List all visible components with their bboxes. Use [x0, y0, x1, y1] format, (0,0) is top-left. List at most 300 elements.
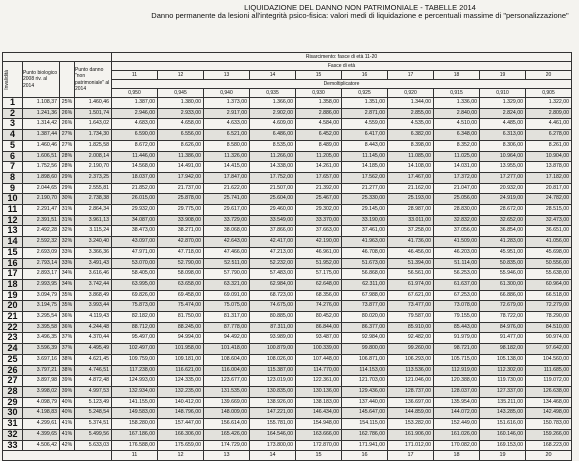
value-cell: 11.446,00 [112, 151, 158, 162]
value-cell: 17.657,00 [296, 172, 342, 183]
value-cell: 33.011,00 [388, 215, 434, 226]
value-cell: 6.313,00 [480, 130, 526, 141]
value-cell: 28.515,00 [526, 205, 572, 216]
invalidity-cell: 8 [3, 172, 23, 183]
value-cell: 80.452,00 [296, 312, 342, 323]
punto-danno-cell: 2.190,70 [75, 162, 112, 173]
value-cell: 87.778,00 [204, 322, 250, 333]
value-cell: 156.614,00 [204, 419, 250, 430]
value-cell: 119.730,00 [480, 376, 526, 387]
table-row [3, 140, 572, 151]
punto-biologico-cell: 3.596,39 [23, 344, 60, 355]
value-cell: 175.659,00 [158, 440, 204, 451]
value-cell: 79.155,00 [434, 312, 480, 323]
invalidity-cell: 15 [3, 247, 23, 258]
table-row [3, 322, 572, 333]
value-cell: 41.509,00 [434, 237, 480, 248]
value-cell: 29.775,00 [158, 205, 204, 216]
value-cell: 14.108,00 [388, 162, 434, 173]
percent-cell: 26% [60, 108, 75, 119]
value-cell: 85.910,00 [388, 322, 434, 333]
percent-cell: 37% [60, 333, 75, 344]
value-cell: 60.964,00 [526, 279, 572, 290]
value-cell: 63.658,00 [158, 279, 204, 290]
percent-cell: 36% [60, 322, 75, 333]
value-cell: 1.366,00 [250, 98, 296, 109]
value-cell: 25.878,00 [158, 194, 204, 205]
value-cell: 38.271,00 [158, 226, 204, 237]
value-cell: 111.685,00 [526, 365, 572, 376]
value-cell: 17.752,00 [250, 172, 296, 183]
value-cell: 162.786,00 [342, 429, 388, 440]
value-cell: 14.491,00 [158, 162, 204, 173]
value-cell: 2.933,00 [158, 108, 204, 119]
value-cell: 50.556,00 [526, 258, 572, 269]
value-cell: 101.418,00 [204, 344, 250, 355]
value-cell: 52.232,00 [250, 258, 296, 269]
percent-cell: 41% [60, 419, 75, 430]
value-cell: 73.078,00 [434, 301, 480, 312]
table-row [3, 162, 572, 173]
value-cell: 13.955,00 [480, 162, 526, 173]
value-cell: 42.190,00 [296, 237, 342, 248]
table-row [3, 301, 572, 312]
value-cell: 6.417,00 [342, 130, 388, 141]
value-cell: 104.560,00 [526, 354, 572, 365]
value-cell: 17.942,00 [158, 172, 204, 183]
value-cell: 11.205,00 [296, 151, 342, 162]
table-row [3, 205, 572, 216]
value-cell: 8.443,00 [342, 140, 388, 151]
value-cell: 21.737,00 [158, 183, 204, 194]
value-cell: 130.835,00 [250, 386, 296, 397]
value-cell: 66.518,00 [526, 290, 572, 301]
invalidity-cell: 17 [3, 269, 23, 280]
value-cell: 69.458,00 [158, 290, 204, 301]
value-cell: 93.487,00 [296, 333, 342, 344]
value-cell: 84.976,00 [480, 322, 526, 333]
value-cell: 1.329,00 [480, 98, 526, 109]
value-cell: 121.046,00 [388, 376, 434, 387]
table-row [3, 365, 572, 376]
value-cell: 166.306,00 [158, 429, 204, 440]
value-cell: 120.388,00 [434, 376, 480, 387]
value-cell: 33.370,00 [296, 215, 342, 226]
table-row [3, 354, 572, 365]
punto-danno-cell: 4.370,44 [75, 333, 112, 344]
value-cell: 140.412,00 [158, 397, 204, 408]
value-cell: 6.382,00 [388, 130, 434, 141]
value-cell: 98.721,00 [434, 344, 480, 355]
value-cell: 91.979,00 [434, 333, 480, 344]
value-cell: 129.436,00 [342, 386, 388, 397]
value-cell: 94.492,00 [204, 333, 250, 344]
value-cell: 117.238,00 [112, 365, 158, 376]
value-cell: 80.020,00 [342, 312, 388, 323]
value-cell: 123.019,00 [250, 376, 296, 387]
value-cell: 171.012,00 [388, 440, 434, 451]
table-row [3, 440, 572, 451]
value-cell: 20.932,00 [480, 183, 526, 194]
punto-biologico-cell: 3.295,54 [23, 312, 60, 323]
value-cell: 46.961,00 [296, 247, 342, 258]
value-cell: 37.663,00 [296, 226, 342, 237]
punto-biologico-cell: 1.460,46 [23, 140, 60, 151]
value-cell: 148.009,00 [204, 408, 250, 419]
value-cell: 8.580,00 [204, 140, 250, 151]
value-cell: 90.974,00 [526, 333, 572, 344]
punto-danno-cell: 3.240,40 [75, 237, 112, 248]
value-cell: 105.715,00 [434, 354, 480, 365]
value-cell: 72.279,00 [526, 301, 572, 312]
value-cell: 163.666,00 [296, 429, 342, 440]
punto-biologico-label: Punto biologico 2008 riv. al 2014 [23, 62, 60, 98]
punto-danno-cell: 1.825,58 [75, 140, 112, 151]
punto-biologico-cell: 1.606,51 [23, 151, 60, 162]
value-cell: 167.186,00 [112, 429, 158, 440]
value-cell: 145.647,00 [342, 408, 388, 419]
value-cell: 21.277,00 [342, 183, 388, 194]
punto-danno-cell: 5.123,49 [75, 397, 112, 408]
punto-biologico-cell: 2.793,14 [23, 258, 60, 269]
value-cell: 47.213,00 [250, 247, 296, 258]
punto-biologico-cell: 3.797,21 [23, 365, 60, 376]
value-cell: 25.604,00 [250, 194, 296, 205]
factor-cell: 0,940 [204, 89, 250, 98]
value-cell: 57.483,00 [250, 269, 296, 280]
invalidity-cell: 1 [3, 98, 23, 109]
value-cell: 8.672,00 [112, 140, 158, 151]
footer-age-cell: 19 [480, 451, 526, 461]
percent-cell: 32% [60, 237, 75, 248]
value-cell: 165.426,00 [204, 429, 250, 440]
value-cell: 1.336,00 [434, 98, 480, 109]
age-header: 20 [526, 71, 572, 80]
table-row [3, 344, 572, 355]
punto-biologico-cell: 3.395,58 [23, 322, 60, 333]
footer-age-cell: 11 [112, 451, 158, 461]
table-row [3, 237, 572, 248]
value-cell: 21.852,00 [112, 183, 158, 194]
punto-danno-cell: 5.633,03 [75, 440, 112, 451]
value-cell: 74.276,00 [296, 301, 342, 312]
percent-cell: 30% [60, 194, 75, 205]
percent-cell: 39% [60, 386, 75, 397]
value-cell: 33.549,00 [250, 215, 296, 226]
value-cell: 33.190,00 [342, 215, 388, 226]
footer-age-cell: 16 [342, 451, 388, 461]
value-cell: 6.278,00 [526, 130, 572, 141]
percent-cell: 32% [60, 226, 75, 237]
value-cell: 2.840,00 [434, 108, 480, 119]
age-header: 11 [112, 71, 158, 80]
value-cell: 17.372,00 [434, 172, 480, 183]
factor-cell: 0,905 [526, 89, 572, 98]
percent-cell: 25% [60, 98, 75, 109]
percent-cell: 38% [60, 354, 75, 365]
value-cell: 17.847,00 [204, 172, 250, 183]
invalidity-cell: 24 [3, 344, 23, 355]
value-cell: 161.906,00 [388, 429, 434, 440]
age-header: 16 [342, 71, 388, 80]
value-cell: 33.729,00 [204, 215, 250, 226]
value-cell: 4.609,00 [250, 119, 296, 130]
age-header: 17 [388, 71, 434, 80]
value-cell: 87.311,00 [250, 322, 296, 333]
punto-danno-cell: 1.460,46 [75, 98, 112, 109]
footer-age-cell: 18 [434, 451, 480, 461]
value-cell: 52.511,00 [204, 258, 250, 269]
invalidity-cell: 16 [3, 258, 23, 269]
value-cell: 144.859,00 [388, 408, 434, 419]
table-row [3, 429, 572, 440]
value-cell: 127.337,00 [480, 386, 526, 397]
value-cell: 124.993,00 [112, 376, 158, 387]
value-cell: 150.783,00 [526, 419, 572, 430]
value-cell: 98.182,00 [480, 344, 526, 355]
value-cell: 69.826,00 [112, 290, 158, 301]
punto-biologico-cell: 1.898,60 [23, 172, 60, 183]
value-cell: 143.285,00 [480, 408, 526, 419]
value-cell: 17.467,00 [388, 172, 434, 183]
punto-biologico-cell: 1.241,36 [23, 108, 60, 119]
value-cell: 168.223,00 [526, 440, 572, 451]
punto-biologico-cell: 2.693,09 [23, 247, 60, 258]
value-cell: 14.185,00 [342, 162, 388, 173]
punto-danno-cell: 4.119,43 [75, 312, 112, 323]
table-row [3, 194, 572, 205]
value-cell: 1.373,00 [204, 98, 250, 109]
value-cell: 47.971,00 [112, 247, 158, 258]
age-header: 15 [296, 71, 342, 80]
value-cell: 94.994,00 [158, 333, 204, 344]
fasce-header: Fasce di età [112, 62, 572, 71]
invalidity-cell: 13 [3, 226, 23, 237]
value-cell: 38.473,00 [112, 226, 158, 237]
value-cell: 93.989,00 [250, 333, 296, 344]
percent-cell: 26% [60, 119, 75, 130]
value-cell: 78.290,00 [526, 312, 572, 323]
value-cell: 58.098,00 [158, 269, 204, 280]
value-cell: 61.300,00 [480, 279, 526, 290]
value-cell: 6.556,00 [158, 130, 204, 141]
value-cell: 11.145,00 [342, 151, 388, 162]
value-cell: 29.932,00 [112, 205, 158, 216]
punto-biologico-cell: 2.592,32 [23, 237, 60, 248]
value-cell: 21.507,00 [250, 183, 296, 194]
punto-biologico-cell: 3.897,98 [23, 376, 60, 387]
value-cell: 153.282,00 [388, 419, 434, 430]
age-header: 13 [204, 71, 250, 80]
value-cell: 112.919,00 [434, 365, 480, 376]
value-cell: 171.941,00 [342, 440, 388, 451]
percent-cell: 34% [60, 269, 75, 280]
value-cell: 99.260,00 [388, 344, 434, 355]
value-cell: 63.321,00 [204, 279, 250, 290]
value-cell: 11.326,00 [204, 151, 250, 162]
percent-cell: 41% [60, 429, 75, 440]
value-cell: 4.658,00 [158, 119, 204, 130]
factor-cell: 0,920 [388, 89, 434, 98]
percent-cell: 38% [60, 365, 75, 376]
value-cell: 37.461,00 [342, 226, 388, 237]
punto-biologico-cell: 3.094,79 [23, 290, 60, 301]
footer-age-cell: 17 [388, 451, 434, 461]
value-cell: 13.878,00 [526, 162, 572, 173]
value-cell: 17.562,00 [342, 172, 388, 183]
invalidity-cell: 20 [3, 301, 23, 312]
table-body [3, 98, 572, 451]
value-cell: 128.737,00 [388, 386, 434, 397]
value-cell: 21.392,00 [296, 183, 342, 194]
value-cell: 28.987,00 [388, 205, 434, 216]
value-cell: 1.380,00 [158, 98, 204, 109]
value-cell: 25.467,00 [296, 194, 342, 205]
percent-cell: 36% [60, 312, 75, 323]
page-title: LIQUIDAZIONE DEL DANNO NON PATRIMONIALE - TABELLE 2014 [244, 3, 476, 12]
punto-danno-cell: 4.872,48 [75, 376, 112, 387]
value-cell: 154.115,00 [342, 419, 388, 430]
value-cell: 100.339,00 [296, 344, 342, 355]
value-cell: 4.485,00 [480, 119, 526, 130]
value-cell: 56.253,00 [434, 269, 480, 280]
value-cell: 78.722,00 [480, 312, 526, 323]
punto-biologico-cell: 3.697,16 [23, 354, 60, 365]
value-cell: 1.344,00 [388, 98, 434, 109]
punto-biologico-cell: 1.752,56 [23, 162, 60, 173]
invalidity-cell: 25 [3, 354, 23, 365]
age-header: 18 [434, 71, 480, 80]
value-cell: 25.741,00 [204, 194, 250, 205]
table-row [3, 108, 572, 119]
invalidity-cell: 26 [3, 365, 23, 376]
value-cell: 24.919,00 [480, 194, 526, 205]
value-cell: 138.183,00 [296, 397, 342, 408]
age-header: 12 [158, 71, 204, 80]
value-cell: 21.622,00 [204, 183, 250, 194]
value-cell: 86.844,00 [296, 322, 342, 333]
value-cell: 106.871,00 [342, 354, 388, 365]
punto-danno-cell: 5.374,51 [75, 419, 112, 430]
value-cell: 46.708,00 [342, 247, 388, 258]
punto-biologico-cell: 2.492,28 [23, 226, 60, 237]
percent-cell: 29% [60, 183, 75, 194]
punto-danno-cell: 3.868,49 [75, 290, 112, 301]
value-cell: 57.790,00 [204, 269, 250, 280]
value-cell: 128.037,00 [434, 386, 480, 397]
value-cell: 115.387,00 [250, 365, 296, 376]
value-cell: 155.781,00 [250, 419, 296, 430]
value-cell: 73.877,00 [342, 301, 388, 312]
table-row [3, 258, 572, 269]
value-cell: 50.835,00 [480, 258, 526, 269]
value-cell: 109.181,00 [158, 354, 204, 365]
percent-cell: 40% [60, 397, 75, 408]
value-cell: 10.904,00 [526, 151, 572, 162]
value-cell: 2.855,00 [388, 108, 434, 119]
value-cell: 102.497,00 [112, 344, 158, 355]
table-row [3, 408, 572, 419]
percent-cell: 28% [60, 162, 75, 173]
value-cell: 138.926,00 [250, 397, 296, 408]
punto-biologico-cell: 4.399,65 [23, 429, 60, 440]
value-cell: 176.588,00 [112, 440, 158, 451]
punto-biologico-cell: 2.044,65 [23, 183, 60, 194]
percent-cell: 33% [60, 247, 75, 258]
punto-biologico-cell: 2.993,95 [23, 279, 60, 290]
punto-danno-cell: 2.373,25 [75, 172, 112, 183]
value-cell: 137.440,00 [342, 397, 388, 408]
value-cell: 10.964,00 [480, 151, 526, 162]
value-cell: 8.535,00 [250, 140, 296, 151]
punto-danno-cell: 3.961,13 [75, 215, 112, 226]
value-cell: 95.497,00 [112, 333, 158, 344]
punto-danno-cell: 3.491,43 [75, 258, 112, 269]
table-row [3, 172, 572, 183]
value-cell: 124.335,00 [158, 376, 204, 387]
value-cell: 28.830,00 [434, 205, 480, 216]
value-cell: 38.068,00 [204, 226, 250, 237]
value-cell: 85.443,00 [434, 322, 480, 333]
value-cell: 47.718,00 [158, 247, 204, 258]
value-cell: 56.868,00 [342, 269, 388, 280]
value-cell: 29.302,00 [296, 205, 342, 216]
value-cell: 108.604,00 [204, 354, 250, 365]
punto-danno-cell: 4.244,48 [75, 322, 112, 333]
value-cell: 154.948,00 [296, 419, 342, 430]
value-cell: 4.461,00 [526, 119, 572, 130]
value-cell: 25.056,00 [434, 194, 480, 205]
punto-danno-cell: 4.621,45 [75, 354, 112, 365]
factor-cell: 0,915 [434, 89, 480, 98]
value-cell: 75.474,00 [158, 301, 204, 312]
punto-biologico-cell: 2.893,17 [23, 269, 60, 280]
value-cell: 79.587,00 [388, 312, 434, 323]
value-cell: 141.155,00 [112, 397, 158, 408]
value-cell: 173.800,00 [250, 440, 296, 451]
value-cell: 139.669,00 [204, 397, 250, 408]
invalidita-label: Invalidità [4, 69, 10, 90]
invalidity-cell: 7 [3, 162, 23, 173]
punto-biologico-cell: 1.108,37 [23, 98, 60, 109]
value-cell: 130.136,00 [296, 386, 342, 397]
value-cell: 32.832,00 [434, 215, 480, 226]
invalidity-cell: 21 [3, 312, 23, 323]
punto-danno-cell: 2.738,38 [75, 194, 112, 205]
value-cell: 73.477,00 [388, 301, 434, 312]
percent-cell: 37% [60, 344, 75, 355]
value-cell: 2.946,00 [112, 108, 158, 119]
value-cell: 63.995,00 [112, 279, 158, 290]
invalidity-cell: 14 [3, 237, 23, 248]
value-cell: 144.072,00 [434, 408, 480, 419]
table-row [3, 312, 572, 323]
punto-biologico-cell: 4.506,42 [23, 440, 60, 451]
table-row [3, 290, 572, 301]
footer-age-cell: 15 [296, 451, 342, 461]
table-row [3, 119, 572, 130]
value-cell: 51.952,00 [296, 258, 342, 269]
value-cell: 88.712,00 [112, 322, 158, 333]
invalidity-cell: 19 [3, 290, 23, 301]
value-cell: 136.697,00 [388, 397, 434, 408]
value-cell: 6.348,00 [434, 130, 480, 141]
value-cell: 4.683,00 [112, 119, 158, 130]
percent-cell: 27% [60, 130, 75, 141]
value-cell: 20.817,00 [526, 183, 572, 194]
invalidity-cell: 12 [3, 215, 23, 226]
value-cell: 146.434,00 [296, 408, 342, 419]
